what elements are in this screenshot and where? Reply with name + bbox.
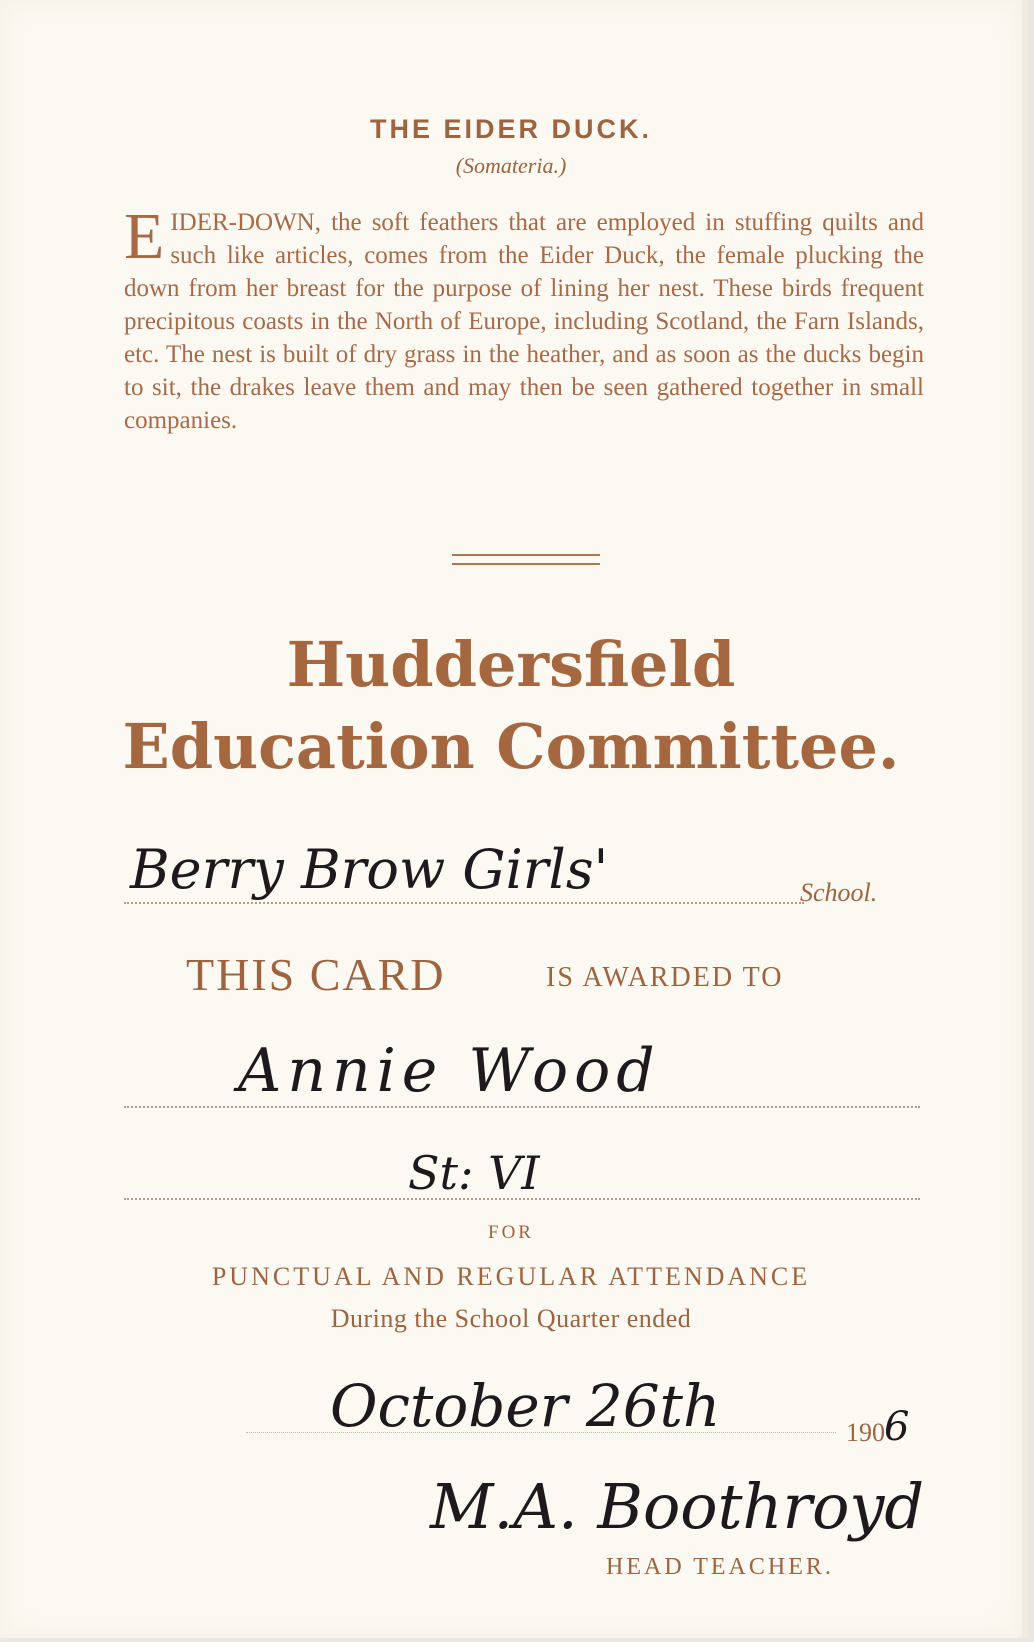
committee-line-1: Huddersfield <box>286 628 736 701</box>
for-label: FOR <box>488 1222 534 1243</box>
this-card-label: THIS CARD <box>186 949 446 1000</box>
standard-handwritten: St: VI <box>408 1146 540 1200</box>
quarter-label: During the School Quarter ended <box>330 1304 692 1333</box>
attendance-label: PUNCTUAL AND REGULAR ATTENDANCE <box>211 1262 811 1291</box>
awardee-name-handwritten: Annie Wood <box>238 1036 661 1106</box>
year-handwritten: 6 <box>884 1404 910 1450</box>
divider-rule-top <box>452 554 600 556</box>
date-handwritten: October 26th <box>330 1372 721 1440</box>
drop-cap: E <box>124 200 165 273</box>
latin-name: (Somateria.) <box>455 153 567 178</box>
year-printed: 190 <box>846 1418 885 1447</box>
divider-rule-bottom <box>452 563 600 565</box>
description-text: IDER-DOWN, the soft feathers that are employed in stuffing quilts and such like articles, comes from the Eider Duck, the female plucking the down from her breast for the purpose of lining her nest. These birds frequent precipitous coasts in the North of Europe, including Scotland, the Farn Islands, etc. The nest is built of dry grass in the heather, and as soon as the ducks begin to sit, the drakes leave them and may then be seen gathered together in small companies. <box>124 209 924 434</box>
card-title: THE EIDER DUCK. <box>369 114 652 144</box>
head-teacher-signature: M.A. Boothroyd <box>430 1470 925 1543</box>
awarded-to-label: IS AWARDED TO <box>546 962 784 993</box>
school-suffix: School. <box>800 878 878 907</box>
name-dotted-line <box>124 1106 920 1108</box>
school-dotted-line <box>124 902 804 904</box>
school-name-handwritten: Berry Brow Girls' <box>130 838 609 901</box>
head-teacher-label: HEAD TEACHER. <box>606 1554 834 1580</box>
description-paragraph <box>124 200 924 437</box>
committee-line-2: Education Committee. <box>122 710 900 783</box>
